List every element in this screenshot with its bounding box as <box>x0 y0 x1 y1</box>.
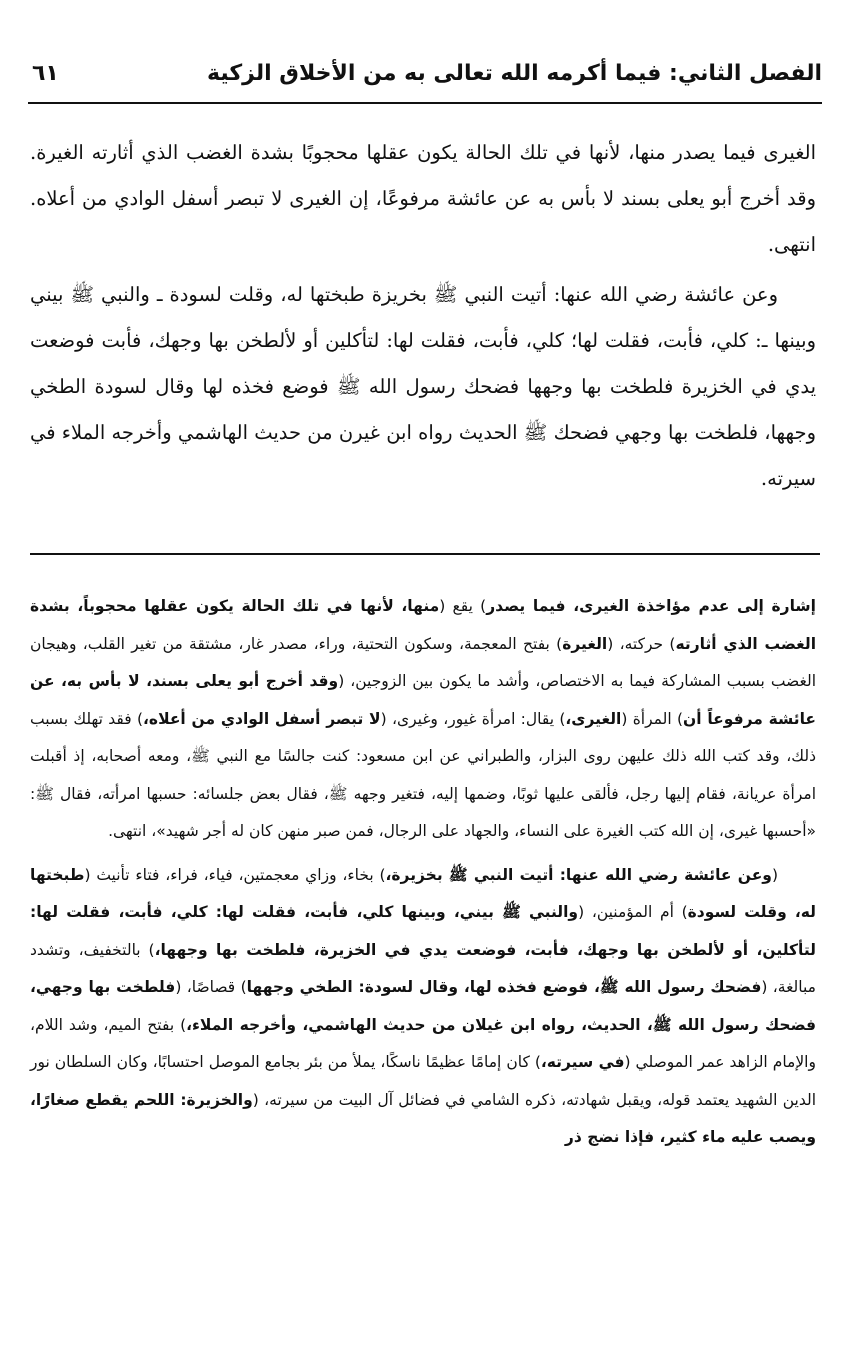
commentary-divider <box>30 553 820 555</box>
note-seg: وعن عائشة رضي الله عنها: أتيت النبي ﷺ بخزيرة، <box>385 865 772 884</box>
note-seg: الغيرى، <box>565 709 622 728</box>
main-paragraph-1: الغيرى فيما يصدر منها، لأنها في تلك الحالة يكون عقلها محجوبًا بشدة الغضب الذي أثارته الغيرة. وقد أخرج أبو يعلى بسند لا بأس به عن عائشة مرفوعًا، إن الغيرى لا تبصر أسفل الوادي من أعلاه. انتهى. <box>30 141 816 256</box>
commentary-paragraph-2 <box>30 857 816 1157</box>
note-seg: ) يقال: امرأة غيور، وغيرى، ( <box>380 709 566 728</box>
note-seg: في سيرته، <box>540 1053 625 1071</box>
note-seg: ) بفتح الميم، وشد اللام، والإمام الزاهد عمر الموصلي ( <box>30 1015 816 1071</box>
note-seg: ) قصاصًا، ( <box>175 978 247 996</box>
note-seg: ) المرأة ( <box>621 709 684 728</box>
note-seg: بيني، وبينها كلي، فأبت، فقلت لها: كلي، فأبت، فقلت لها: لتأكلين، أو لألطخن بها وجهك، فأبت، فوضعت يدي في الخزيرة، فلطخت بها وجهها، <box>30 903 816 959</box>
note-seg: وقد أخرج أبو يعلى بسند، لا بأس به، عن عائشة مرفوعاً أن <box>30 672 817 728</box>
note-seg: والنبي ﷺ <box>502 903 579 921</box>
note-seg: ) أم المؤمنين، ( <box>578 903 688 921</box>
commentary <box>30 588 816 1163</box>
note-seg: إشارة إلى عدم مؤاخذة الغيرى، فيما يصدر <box>486 597 816 615</box>
main-paragraph-2: وعن عائشة رضي الله عنها: أتيت النبي ﷺ بخريزة طبختها له، وقلت لسودة ـ والنبي ﷺ بيني وبينها ـ: كلي، فأبت، فقلت لها؛ كلي، فأبت، فقلت لها: لتأكلين أو لألطخن بها وجهك، فأبت فوضعت يدي في الخزيرة فلطخت بها وجهها فضحك رسول الله ﷺ فوضع فخذه لها وقال لسودة الطخي وجهها، فلطخت بها وجهي فضحك ﷺ الحديث رواه ابن غيرن من حديث الهاشمي وأخرجه الملاء في سيرته. <box>30 283 816 490</box>
note-seg: ) بالتخفيف، وتشدد مبالغة، ( <box>30 940 816 996</box>
page-header <box>28 55 822 99</box>
note-seg: الغيرة <box>562 634 608 653</box>
note-seg: ) بفتح المعجمة، وسكون التحتية، وراء، مصدر غار، مشتقة من تغير القلب، وهيجان الغضب بسبب المشاركة فيما به الاختصاص، وأشد ما يكون بين الزوجين، ( <box>30 634 816 690</box>
main-text <box>30 130 816 506</box>
header-divider <box>28 102 822 104</box>
note-seg: طبختها له، وقلت لسودة <box>30 865 816 921</box>
note-seg: ) فقد تهلك بسبب ذلك، وقد كتب الله ذلك عليهن روى البزار، والطبراني عن ابن مسعود: كنت جالسًا مع النبي ﷺ، ومعه أصحابه، إذ أقبلت امرأة عريانة، فقام إليها رجل، فألقى عليها ثوبًا، وضمها إليه، فتغير وجهه ﷺ، فقال بعض جلسائه: حسبها امرأته، فقال ﷺ: «أحسبها غيرى، إن الله كتب الغيرة على النساء، والجهاد على الرجال، فمن صبر منهن كان له أجر شهيد»، انتهى. <box>30 709 816 840</box>
note-seg: ) يقع ( <box>439 597 487 615</box>
note-seg: فلطخت بها وجهي، فضحك رسول الله ﷺ، الحديث، رواه ابن غيلان من حديث الهاشمي، وأخرجه الملاء، <box>30 978 816 1034</box>
commentary-paragraph-1 <box>30 588 816 851</box>
note-seg: لا تبصر أسفل الوادي من أعلاه، <box>143 709 381 728</box>
note-seg: ( <box>771 865 778 884</box>
note-seg: فضحك رسول الله ﷺ، فوضع فخذه لها، وقال لسودة: الطخي وجهها <box>246 978 762 996</box>
note-seg: والخزيرة: اللحم يقطع صغارًا، ويصب عليه ماء كثير، فإذا نضج ذر <box>30 1090 816 1146</box>
page-number: ٦١ <box>32 61 59 86</box>
note-seg: منها، لأنها في تلك الحالة يكون عقلها محجوباً، بشدة الغضب الذي أثارته <box>30 597 817 653</box>
note-seg: ) كان إمامًا عظيمًا ناسكًا، يملأ من بئر بجامع الموصل احتسابًا، وكان السلطان نور الدين الشهيد يعتمد قوله، ويقبل شهادته، ذكره الشامي في فضائل آل البيت من سيرته، ( <box>30 1053 817 1109</box>
note-seg: ) بخاء، وزاي معجمتين، فياء، فراء، فتاء تأنيث ( <box>84 865 386 884</box>
chapter-title: الفصل الثاني: فيما أكرمه الله تعالى به من الأخلاق الزكية <box>207 61 822 86</box>
note-seg: ) حركته، ( <box>607 634 676 653</box>
